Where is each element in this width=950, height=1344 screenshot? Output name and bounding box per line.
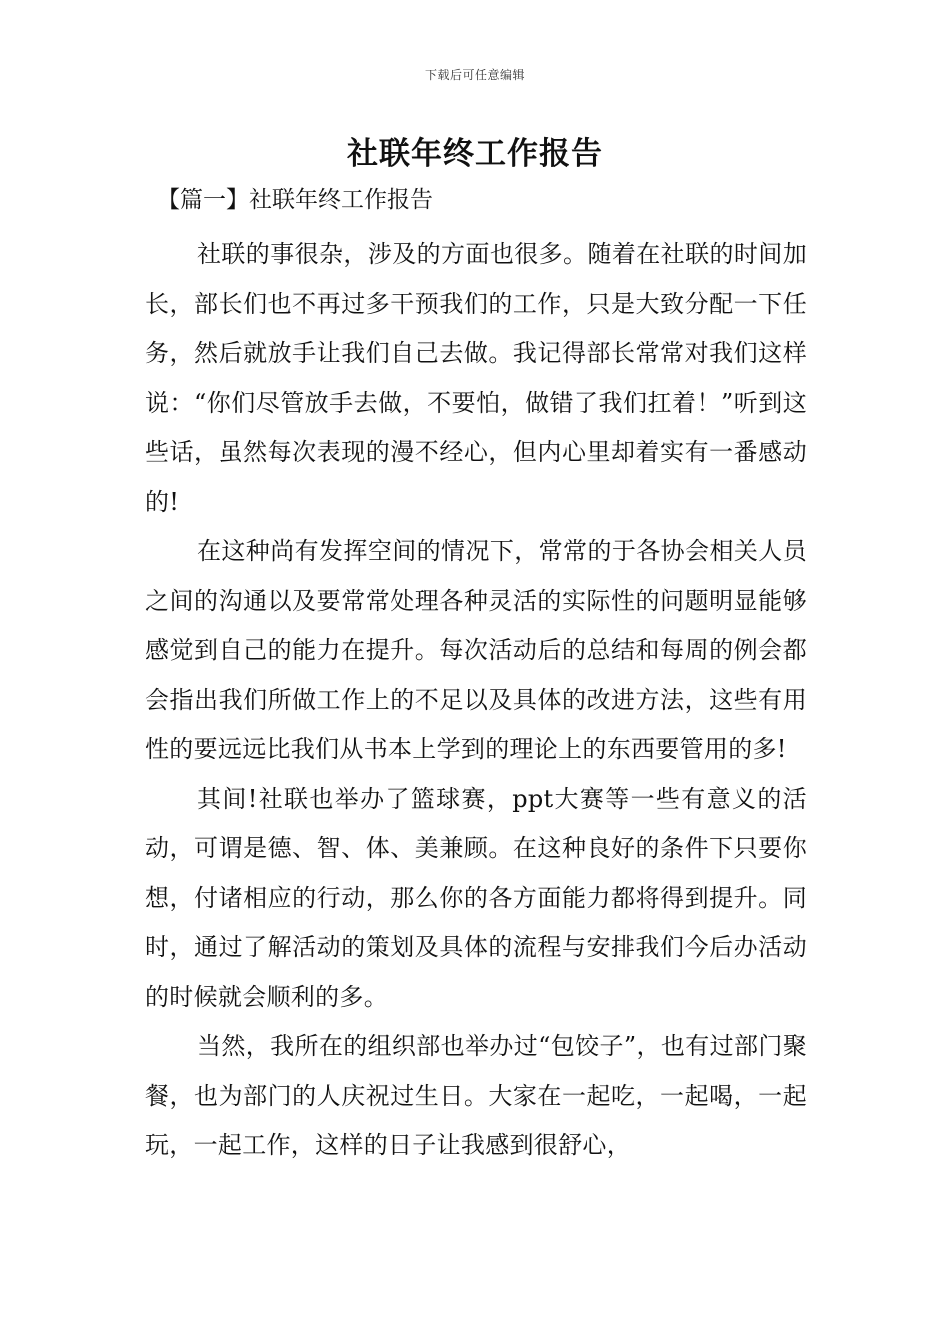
paragraph-2: 在这种尚有发挥空间的情况下，常常的于各协会相关人员之间的沟通以及要常常处理各种灵活的实际性的问题明显能够感觉到自己的能力在提升。每次活动后的总结和每周的例会都会指出我们所做工作上的不足以及具体的改进方法，这些有用性的要远远比我们从书本上学到的理论上的东西要管用的多! — [145, 537, 807, 763]
paragraph-3: 其间!社联也举办了篮球赛，ppt大赛等一些有意义的活动，可谓是德、智、体、美兼顾。在这种良好的条件下只要你想，付诸相应的行动，那么你的各方面能力都将得到提升。同时，通过了解活动的策划及具体的流程与安排我们今后办活动的时候就会顺利的多。 — [145, 784, 807, 1011]
page-header-note: 下载后可任意编辑 — [424, 68, 525, 82]
paragraph-4: 当然，我所在的组织部也举办过“包饺子”，也有过部门聚餐，也为部门的人庆祝过生日。大家在一起吃，一起喝，一起玩，一起工作，这样的日子让我感到很舒心， — [145, 1032, 807, 1159]
paragraph-1: 社联的事很杂，涉及的方面也很多。随着在社联的时间加长，部长们也不再过多干预我们的工作，只是大致分配一下任务，然后就放手让我们自己去做。我记得部长常常对我们这样说：“你们尽管放手去做，不要怕，做错了我们扛着！”听到这些话，虽然每次表现的漫不经心，但内心里却着实有一番感动的! — [145, 240, 807, 516]
document-body — [145, 180, 807, 1171]
section-heading: 【篇一】社联年终工作报告 — [157, 187, 433, 213]
document-title: 社联年终工作报告 — [347, 136, 603, 172]
